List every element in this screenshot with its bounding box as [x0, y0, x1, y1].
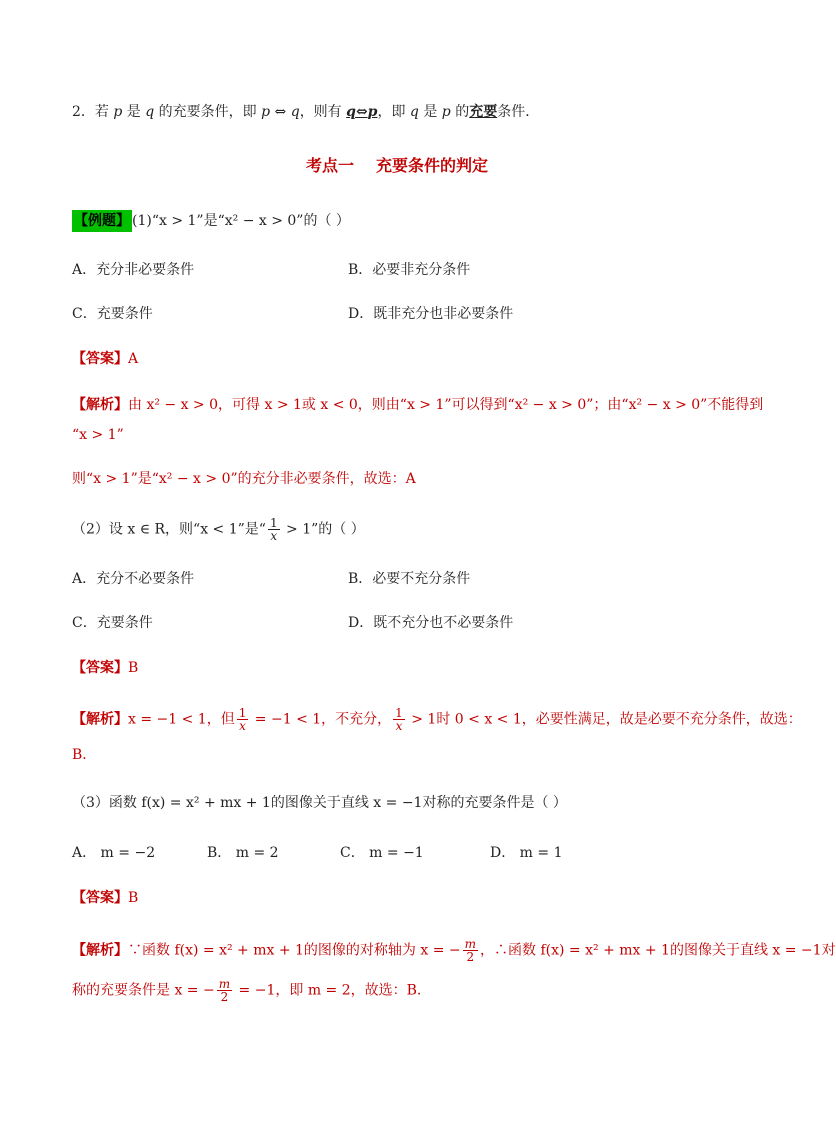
analysis-text: 由 x² − x > 0，可得 x > 1或 x < 0，则由“x > 1”可以得到“x² − x > 0”；由“x² − x > 0”不能得到 [128, 397, 764, 413]
q3-stem: （3）函数 f(x) = x² + mx + 1的图像关于直线 x = −1对称的充要条件是（ ） [72, 795, 567, 811]
var-p-bold: p [367, 104, 378, 120]
fraction-one-over-x [237, 707, 249, 732]
answer-label: 【答案】 [72, 890, 128, 906]
analysis-text: = −1 < 1，不充分， [250, 711, 392, 728]
answer-label: 【答案】 [72, 660, 128, 676]
fraction-one-over-x [393, 707, 405, 732]
intro-text: 2．若 [72, 104, 114, 120]
intro-text: 的 [450, 104, 470, 120]
q2-answer [72, 657, 722, 679]
answer-value: B [128, 660, 139, 676]
fraction-m-over-2 [217, 978, 232, 1003]
intro-text: 是 [122, 104, 146, 120]
answer-label: 【答案】 [72, 351, 128, 367]
intro-line [72, 101, 722, 123]
answer-value: A [128, 351, 139, 367]
analysis-text: ∵函数 f(x) = x² + mx + 1的图像的对称轴为 x = − [128, 942, 461, 959]
q2-stem [72, 517, 722, 542]
intro-text: 是 [418, 104, 442, 120]
q2-option-c: C．充要条件 [72, 615, 153, 631]
emphasis-text: 充要 [469, 104, 498, 120]
q2-option-d: D．既不充分也不必要条件 [348, 615, 514, 631]
intro-text: 条件． [497, 104, 540, 120]
q2-analysis-line-2: B． [72, 747, 97, 763]
fraction-numerator: 1 [395, 706, 403, 720]
analysis-label: 【解析】 [72, 711, 128, 728]
heading-label: 考点一 [305, 156, 354, 175]
fraction-m-over-2 [463, 938, 478, 963]
section-heading [0, 153, 794, 176]
var-p: p [113, 104, 123, 120]
q1-answer [72, 348, 722, 370]
q1-option-c: C．充要条件 [72, 306, 153, 322]
heading-title: 充要条件的判定 [376, 156, 489, 175]
q2-analysis-line-1 [72, 706, 802, 733]
var-p: p [261, 104, 271, 120]
var-q: q [145, 104, 155, 120]
equivalence-arrow: ⇔ [355, 104, 368, 120]
equivalence-arrow: ⇔ [270, 104, 291, 120]
intro-text: ，即 [377, 104, 410, 120]
q3-option-d: D． m = 1 [490, 845, 563, 861]
analysis-text: ，∴函数 f(x) = x² + mx + 1的图像关于直线 x = −1对 [480, 942, 836, 959]
fraction-denominator: x [239, 719, 246, 733]
q1-stem-text: (1)“x > 1”是“x² − x > 0”的（ ） [132, 213, 350, 229]
q3-option-b: B． m = 2 [207, 845, 279, 861]
intro-text: ，则有 [299, 104, 347, 120]
var-q: q [409, 104, 419, 120]
q3-analysis-line-2 [72, 978, 722, 1003]
analysis-label: 【解析】 [72, 942, 128, 959]
q1-option-d: D．既非充分也非必要条件 [348, 306, 514, 322]
q3-answer [72, 887, 722, 909]
q1-analysis-line-1 [72, 394, 764, 416]
analysis-text: x = −1 < 1，但 [128, 711, 235, 728]
var-q: q [290, 104, 300, 120]
q2-option-a: A．充分不必要条件 [72, 571, 195, 587]
q1-analysis-line-3: 则“x > 1”是“x² − x > 0”的充分非必要条件，故选：A [72, 471, 416, 487]
fraction-denominator: x [395, 719, 403, 733]
analysis-text: > 1时 0 < x < 1，必要性满足，故是必要不充分条件，故选： [406, 711, 802, 728]
q2-stem-text: > 1”的（ ） [281, 521, 365, 538]
q2-option-b: B．必要不充分条件 [348, 571, 471, 587]
analysis-text: 称的充要条件是 x = − [72, 982, 215, 999]
fraction-denominator: 2 [220, 990, 229, 1004]
var-p: p [441, 104, 451, 120]
q2-stem-text: （2）设 x ∈ R，则“x < 1”是“ [72, 521, 266, 538]
fraction-one-over-x [268, 517, 280, 542]
fraction-numerator: m [464, 937, 477, 951]
q1-option-b: B．必要非充分条件 [348, 262, 471, 278]
q1-option-a: A．充分非必要条件 [72, 262, 195, 278]
q3-option-a: A． m = −2 [72, 845, 156, 861]
example-tag: 【例题】 [72, 210, 132, 232]
q3-analysis-line-1 [72, 937, 836, 964]
fraction-numerator: m [218, 977, 231, 991]
q3-option-c: C． m = −1 [340, 845, 424, 861]
q1-stem [72, 210, 722, 232]
analysis-text: = −1，即 m = 2，故选：B. [234, 982, 422, 999]
fraction-denominator: 2 [466, 950, 475, 964]
fraction-denominator: x [270, 529, 278, 543]
fraction-numerator: 1 [269, 516, 278, 530]
var-q-bold: q [346, 104, 356, 120]
answer-value: B [128, 890, 139, 906]
intro-text: 的充要条件，即 [154, 104, 262, 120]
fraction-numerator: 1 [238, 706, 247, 720]
q1-analysis-line-2: “x > 1” [72, 427, 124, 443]
analysis-label: 【解析】 [72, 397, 128, 413]
